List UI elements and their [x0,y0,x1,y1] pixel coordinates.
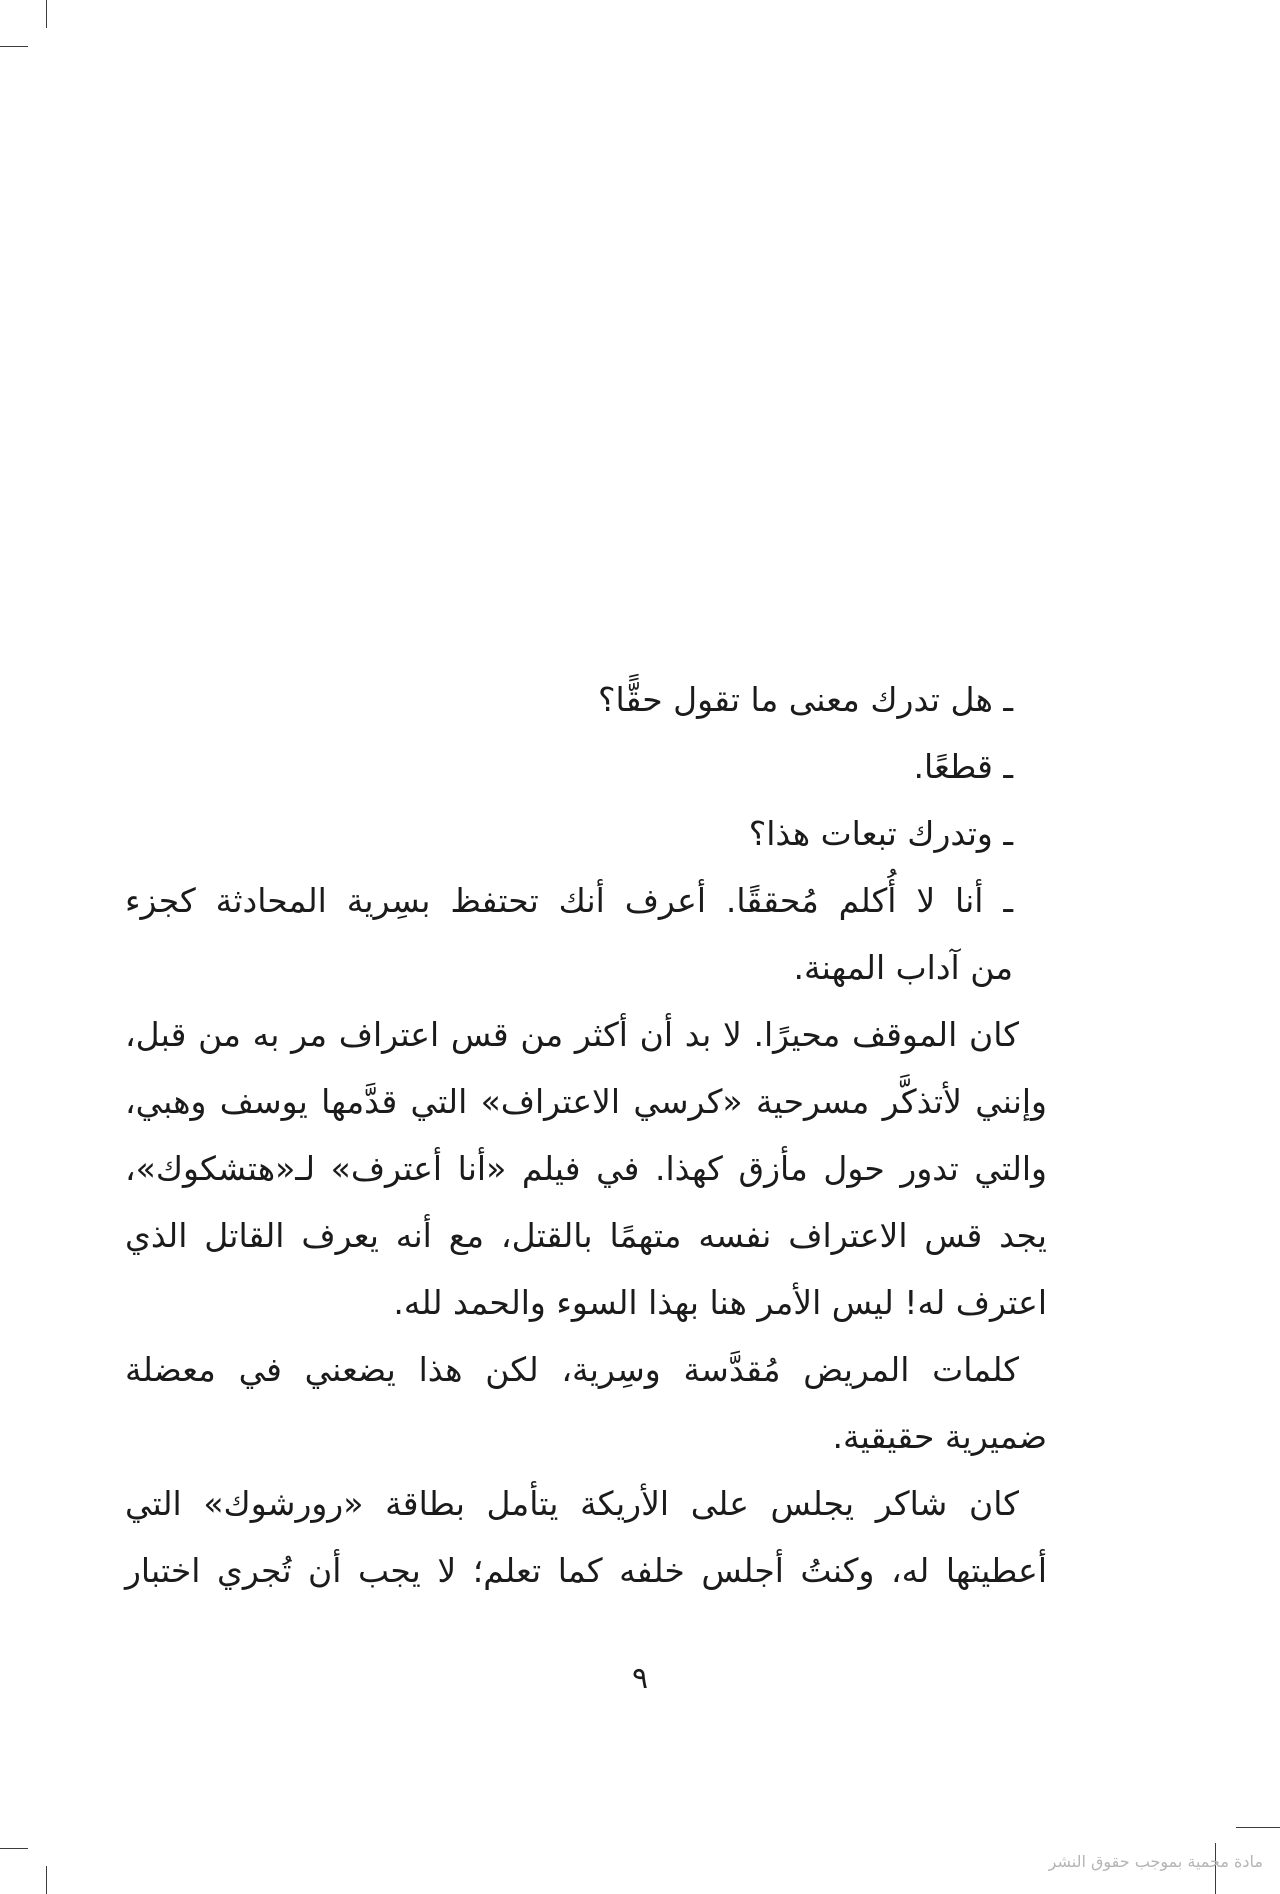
crop-mark-bottom-left-horizontal [0,1848,28,1849]
paragraph-line: كان شاكر يجلس على الأريكة يتأمل بطاقة «رورشوك» التي [125,1484,1019,1523]
dialogue-line: ـ وتدرك تبعات هذا؟ [748,814,1013,853]
paragraph-line: وإنني لأتذكَّر مسرحية «كرسي الاعتراف» التي قدَّمها يوسف وهبي، [125,1082,1047,1121]
dialogue-line: ـ هل تدرك معنى ما تقول حقًّا؟ [598,680,1013,719]
paragraph-line: أعطيتها له، وكنتُ أجلس خلفه كما تعلم؛ لا يجب أن تُجري اختبار [125,1551,1047,1590]
paragraph-end-line: ضميرية حقيقية. [832,1417,1047,1456]
crop-mark-top-left-horizontal [0,46,28,47]
crop-mark-top-left-vertical [46,0,47,28]
crop-mark-bottom-left-vertical [46,1866,47,1894]
dialogue-line: ـ أنا لا أُكلم مُحققًا. أعرف أنك تحتفظ بسِرية المحادثة كجزء [125,881,1013,920]
dialogue-wrap-line: من آداب المهنة. [793,948,1013,987]
paragraph-line: كان الموقف محيرًا. لا بد أن أكثر من قس اعتراف مر به من قبل، [125,1015,1019,1054]
paragraph-line: والتي تدور حول مأزق كهذا. في فيلم «أنا أعترف» لـ«هتشكوك»، [125,1149,1047,1188]
crop-mark-bottom-right-horizontal [1236,1827,1280,1828]
paragraph-line: كلمات المريض مُقدَّسة وسِرية، لكن هذا يضعني في معضلة [125,1350,1019,1389]
paragraph-line: يجد قس الاعتراف نفسه متهمًا بالقتل، مع أنه يعرف القاتل الذي [125,1216,1047,1255]
dialogue-line: ـ قطعًا. [913,747,1013,786]
text-block [125,666,1047,1604]
paragraph-end-line: اعترف له! ليس الأمر هنا بهذا السوء والحمد لله. [393,1283,1047,1322]
page-number: ٩ [631,1661,649,1696]
copyright-watermark: مادة محمية بموجب حقوق النشر [1048,1852,1263,1871]
